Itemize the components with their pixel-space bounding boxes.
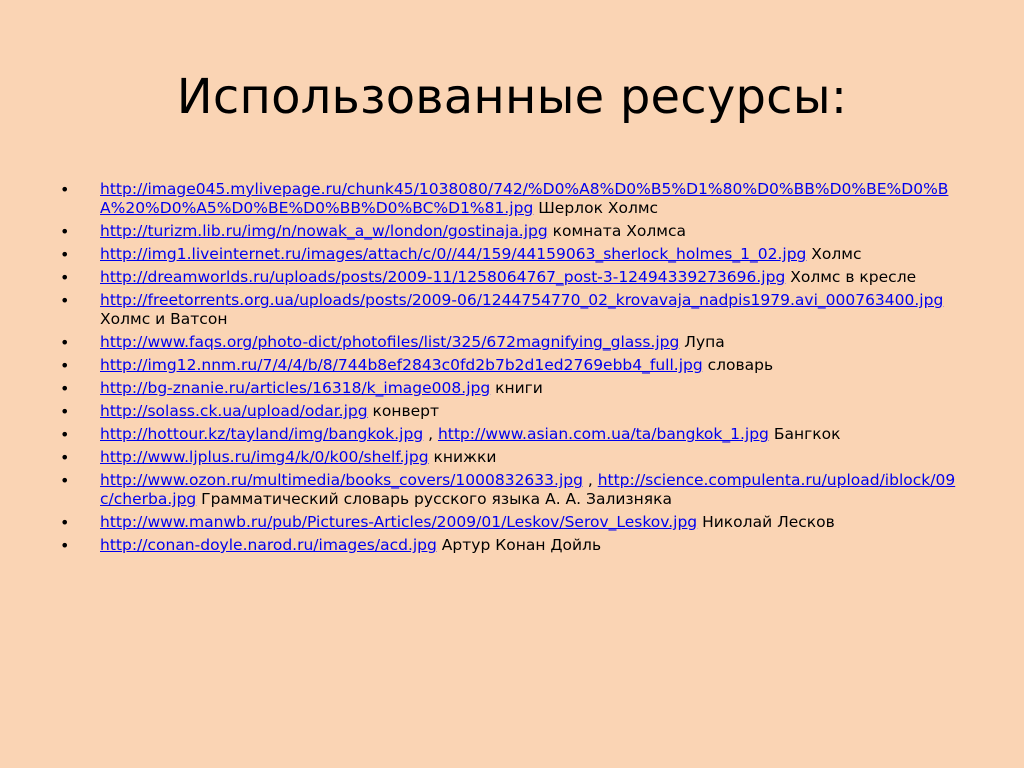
bullet-icon: • (60, 245, 70, 264)
list-item (56, 425, 966, 444)
resource-link[interactable]: http://science.compulenta.ru/upload/iblock/09c/cherba.jpg (100, 471, 956, 508)
resource-list (56, 180, 966, 559)
list-item (56, 402, 966, 421)
list-item (56, 448, 966, 467)
resource-caption: Лупа (679, 333, 725, 351)
resource-caption: Холмс (806, 245, 862, 263)
resource-link[interactable]: http://www.asian.com.ua/ta/bangkok_1.jpg (437, 425, 769, 443)
resource-caption: Холмс в кресле (785, 268, 917, 286)
list-item (56, 333, 966, 352)
bullet-icon: • (60, 291, 70, 310)
resource-caption: , (582, 471, 598, 489)
bullet-icon: • (60, 425, 70, 444)
resource-link[interactable]: http://turizm.lib.ru/img/n/nowak_a_w/london/gostinaja.jpg (100, 222, 548, 240)
resource-caption: Бангкок (768, 425, 841, 443)
resource-caption: Грамматический словарь русского языка А. А. Зализняка (196, 490, 672, 508)
resource-link[interactable]: http://dreamworlds.ru/uploads/posts/2009-11/1258064767_post-3-12494339273696.jpg (100, 268, 786, 286)
list-item (56, 379, 966, 398)
resource-caption: Николай Лесков (697, 513, 835, 531)
bullet-icon: • (60, 356, 70, 375)
bullet-icon: • (60, 379, 70, 398)
resource-link[interactable]: http://conan-doyle.narod.ru/images/acd.jpg (100, 536, 437, 554)
bullet-icon: • (60, 513, 70, 532)
bullet-icon: • (60, 448, 70, 467)
resource-link[interactable]: http://solass.ck.ua/upload/odar.jpg (100, 402, 368, 420)
resource-link[interactable]: http://www.manwb.ru/pub/Pictures-Articles/2009/01/Leskov/Serov_Leskov.jpg (100, 513, 698, 531)
resource-caption: словарь (702, 356, 774, 374)
resource-caption: конверт (367, 402, 440, 420)
list-item (56, 268, 966, 287)
bullet-icon: • (60, 222, 70, 241)
list-item (56, 536, 966, 555)
resource-caption: комната Холмса (547, 222, 686, 240)
list-item (56, 180, 966, 218)
bullet-icon: • (60, 333, 70, 352)
resource-caption: книжки (428, 448, 497, 466)
resource-caption: Холмс и Ватсон (100, 310, 228, 328)
list-item (56, 291, 966, 329)
bullet-icon: • (60, 471, 70, 490)
list-item (56, 471, 966, 509)
list-item (56, 222, 966, 241)
resource-link[interactable]: http://img12.nnm.ru/7/4/4/b/8/744b8ef2843c0fd2b7b2d1ed2769ebb4_full.jpg (100, 356, 703, 374)
resource-link[interactable]: http://www.faqs.org/photo-dict/photofiles/list/325/672magnifying_glass.jpg (100, 333, 680, 351)
resource-caption: Артур Конан Дойль (436, 536, 602, 554)
list-item (56, 245, 966, 264)
resource-link[interactable]: http://img1.liveinternet.ru/images/attach/c/0//44/159/44159063_sherlock_holmes_1_02.jpg (100, 245, 807, 263)
resource-link[interactable]: http://image045.mylivepage.ru/chunk45/1038080/742/%D0%A8%D0%B5%D1%80%D0%BB%D0%BE%D0%BA%20%D0%A5%D0%BE%D0%BB%D0%BC%D1%81.jpg (100, 180, 949, 217)
resource-caption: Шерлок Холмс (533, 199, 659, 217)
bullet-icon: • (60, 536, 70, 555)
resource-link[interactable]: http://bg-znanie.ru/articles/16318/k_image008.jpg (100, 379, 491, 397)
resource-caption: книги (490, 379, 543, 397)
bullet-icon: • (60, 180, 70, 199)
bullet-icon: • (60, 268, 70, 287)
resource-link[interactable]: http://freetorrents.org.ua/uploads/posts/2009-06/1244754770_02_krovavaja_nadpis1979.avi_000763400.jpg (100, 291, 944, 309)
slide-title: Использованные ресурсы: (176, 69, 848, 125)
list-item (56, 356, 966, 375)
resource-link[interactable]: http://www.ljplus.ru/img4/k/0/k00/shelf.jpg (100, 448, 429, 466)
resource-link[interactable]: http://www.ozon.ru/multimedia/books_covers/1000832633.jpg (100, 471, 583, 489)
list-item (56, 513, 966, 532)
resource-caption: , (423, 425, 438, 443)
resource-link[interactable]: http://hottour.kz/tayland/img/bangkok.jpg (100, 425, 424, 443)
bullet-icon: • (60, 402, 70, 421)
